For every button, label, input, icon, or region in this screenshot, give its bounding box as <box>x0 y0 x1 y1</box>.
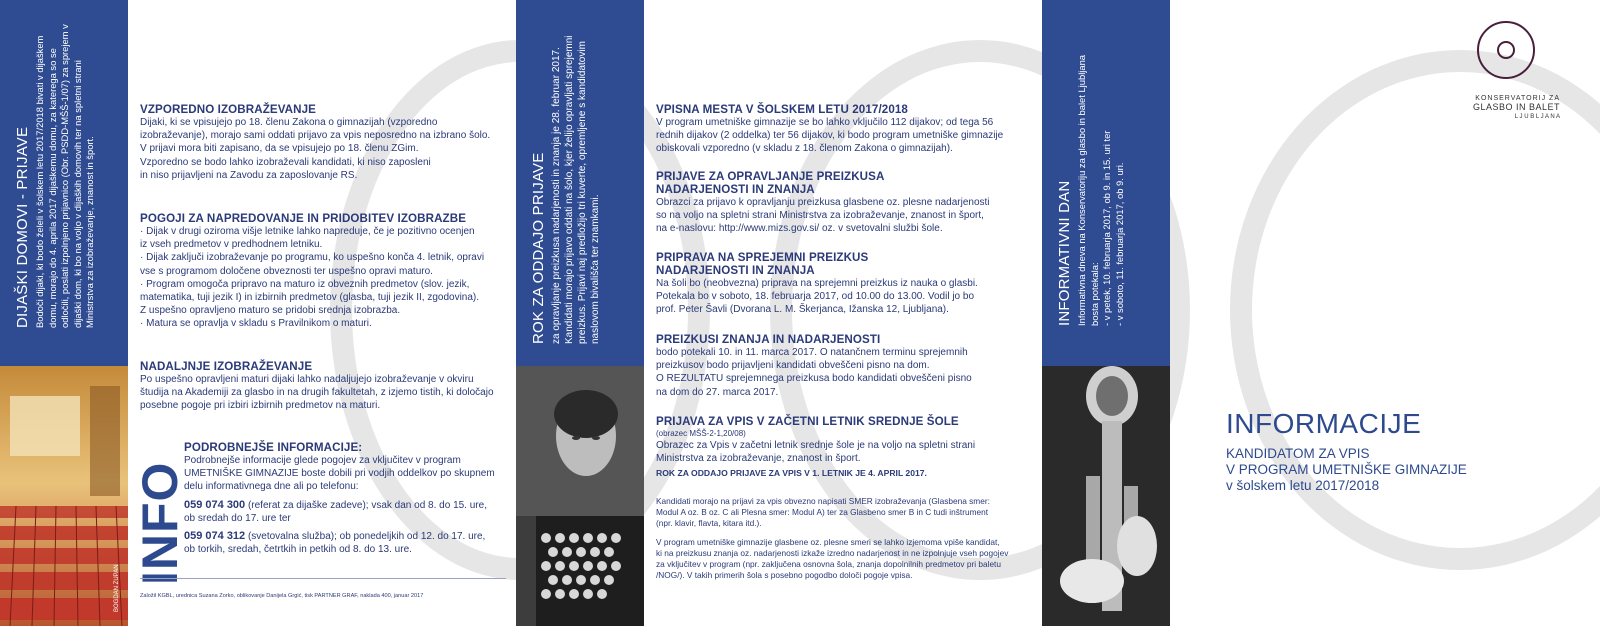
section-priprava <box>656 251 1026 317</box>
section-line: posebne pogoje pri izbiri izbirnih predmetov na maturi. <box>140 400 381 412</box>
conservatory-logo <box>1450 18 1560 120</box>
vertical-text-block <box>0 0 128 366</box>
concert-hall-photo <box>0 366 128 626</box>
section-line: obiskovali vzporedno (v skladu z 18. členom Zakona o gimnazijah). <box>656 143 953 155</box>
accordion-player-photo <box>516 366 644 626</box>
note-line: ki na preizkusu znanja oz. nadarjenosti izkaže izredno nadarjenost in ne izpolnjuje vseh pogojev <box>656 548 1009 558</box>
phone-number: 059 074 312 <box>184 530 246 543</box>
note-line: za vključitev v program (npr. zaključena osnovna šola, znanja dopolnilnih predmetov pri baletu <box>656 559 1001 569</box>
section-line: na e-naslovu: http://www.mizs.gov.si/ oz. v svetovalni službi šole. <box>656 223 943 235</box>
footer-divider <box>140 578 506 579</box>
section-vpisna-mesta <box>656 103 1026 156</box>
section-line: UMETNIŠKE GIMNAZIJE boste dobili pri vodjih oddelkov po skupnem <box>184 468 495 480</box>
section-line: prof. Peter Šavli (Dvorana L. M. Škerjanca, Ižanska 12, Ljubljana). <box>656 304 949 316</box>
section-line: · Program omogoča pripravo na maturo iz obveznih predmetov (slov. jezik, <box>140 278 470 290</box>
section-prijave-preizkus <box>656 170 1026 236</box>
section-line: rednih dijakov (2 oddelka) ter 56 dijakov, ki bodo program umetniške gimnazije <box>656 130 1004 142</box>
panel-line: - v petek, 10. februarja 2017, ob 9. in 15. uri ter <box>1101 130 1113 326</box>
section-line: · Dijak zaključi izobraževanje po programu, ko uspešno konča 4. letnik, opravi <box>140 252 485 264</box>
section-line: Dijaki, ki se vpisujejo po 18. členu Zakona o gimnazijah (vzporedno <box>140 117 438 128</box>
section-title-cont: NADARJENOSTI IN ZNANJA <box>656 183 815 196</box>
section-line: V program umetniške gimnazije se bo lahko vključilo 112 dijakov; od tega 56 <box>656 117 994 128</box>
section-vzporedno <box>140 103 510 182</box>
section-nadaljnje <box>140 360 510 413</box>
section-title: VZPOREDNO IZOBRAŽEVANJE <box>140 103 317 116</box>
section-line: Potekala bo v soboto, 18. februarja 2017, od 10.00 do 13.00. Vodil jo bo <box>656 291 975 303</box>
phone-details: (referat za dijaške zadeve); vsak dan od 8. do 15. ure, <box>245 499 487 511</box>
note-line: Modul A oz. B oz. C ali Plesna smer: Modul A) ter za Glasbeno smer B in C tudi inštrument <box>656 507 989 517</box>
section-line: O REZULTATU sprejemnega preizkusa bodo kandidati obveščeni pisno <box>656 373 972 385</box>
phone-line <box>184 499 514 512</box>
panel-line: Informativna dneva na Konservatoriju za glasbo in balet Ljubljana <box>1076 54 1087 326</box>
section-podrobnejse <box>184 441 514 556</box>
section-line: študija na Akademiji za glasbo in na drugih fakultetah, z izjemo tistih, ki določajo <box>140 387 494 399</box>
section-line: izobraževanje), morajo sami oddati prijavo za vpis neposredno na izbrano šolo. <box>140 130 491 142</box>
cover-subtitle-line: V PROGRAM UMETNIŠKE GIMNAZIJE <box>1226 462 1467 477</box>
panel-body: Bodoči dijaki, ki bodo želeli v šolskem letu 2017/2018 bivati v dijaškem domu, morajo do 4. aprila 2017 dijaškemu domu, za katerega so se odločili, poslati izpolnjeno prijavnico (Obr. PSDD-MŠŠ-1/07) za sprejem v dijaški dom, ki bo na voljo v dijaških domovih ter na spletni strani Ministrstva za izobraževanje, znanost in šport. <box>34 24 96 328</box>
logo-circle-icon <box>1450 18 1560 88</box>
panel-line: bosta potekala: <box>1088 262 1100 326</box>
section-line: V prijavi mora biti zapisano, da se vpisujejo po 18. členu ZGim. <box>140 143 419 155</box>
section-line: Obrazci za prijavo k opravljanju preizkusa glasbene oz. plesne nadarjenosti <box>656 197 990 208</box>
section-prijava-vpis <box>656 415 1026 481</box>
form-reference: (obrazec MŠŠ-2-1,20/08) <box>656 429 746 438</box>
section-pogoji <box>140 212 510 331</box>
section-title: POGOJI ZA NAPREDOVANJE IN PRIDOBITEV IZOBRAZBE <box>140 212 467 225</box>
section-izjema-note <box>656 537 1036 581</box>
section-title: VPISNA MESTA V ŠOLSKEM LETU 2017/2018 <box>656 103 908 116</box>
footer-credits: Založil KGBL, urednica Suzana Zorko, oblikovanje Danijela Grgić, tisk PARTNER GRAF, naklada 400, januar 2017 <box>140 593 424 599</box>
section-title: PRIPRAVA NA SPREJEMNI PREIZKUS <box>656 251 869 264</box>
phone-line <box>184 530 514 543</box>
phone-line-2: ob torkih, sredah, četrtkih in petkih od 8. do 13. ure. <box>184 544 412 556</box>
section-line: Z uspešno opravljeno maturo se pridobi srednja izobrazba. <box>140 305 401 317</box>
section-smer-note <box>656 496 1036 529</box>
phone-line-2: ob sredah do 17. ure ter <box>184 512 291 524</box>
section-line: matematika, tuji jezik I) in izbirnih predmetov (glasba, tuji jezik II, zgodovina). <box>140 292 480 304</box>
logo-line-2: GLASBO IN BALET <box>1472 102 1560 112</box>
panel-heading: INFORMATIVNI DAN <box>1056 180 1073 326</box>
vertical-text-block <box>1042 0 1170 366</box>
phone-details: (svetovalna služba); ob ponedeljkih od 12. do 17. ure, <box>245 531 486 543</box>
deadline-note: ROK ZA ODDAJO PRIJAVE ZA VPIS V 1. LETNIK JE 4. APRIL 2017. <box>656 468 927 479</box>
panel-line: - v soboto, 11. februarja 2017, ob 9. uri. <box>1113 162 1125 326</box>
section-title: PREIZKUSI ZNANJA IN NADARJENOSTI <box>656 333 881 346</box>
section-line: · Matura se opravlja v skladu s Pravilnikom o maturi. <box>140 318 372 330</box>
section-line: Podrobnejše informacije glede pogojev za vključitev v program <box>184 455 461 466</box>
panel-dijaski-domovi <box>0 0 128 626</box>
logo-line-3: L J U B L J A N A <box>1514 114 1560 120</box>
panel-heading: ROK ZA ODDAJO PRIJAVE <box>530 152 547 344</box>
vertical-text-block <box>516 0 644 366</box>
section-line: iz vseh predmetov v predhodnem letniku. <box>140 239 323 251</box>
cover-subtitle-line: v šolskem letu 2017/2018 <box>1226 478 1380 493</box>
section-line: vse s programom določene obveznosti ter uspešno opravi maturo. <box>140 265 433 277</box>
section-title: PRIJAVA ZA VPIS V ZAČETNI LETNIK SREDNJE ŠOLE <box>656 415 959 428</box>
section-title-cont: NADARJENOSTI IN ZNANJA <box>656 264 815 277</box>
section-line: so na voljo na spletni strani Ministrstva za izobraževanje, znanost in šport, <box>656 210 984 222</box>
cover-subtitle <box>1226 446 1467 494</box>
section-line: delu informativnega dne ali po telefonu: <box>184 481 359 493</box>
section-line: preizkusov bodo prijavljeni kandidati obveščeni pisno na dom. <box>656 360 930 372</box>
cover-subtitle-line: KANDIDATOM ZA VPIS <box>1226 446 1370 461</box>
note-line: (npr. klavir, flavta, kitara itd.). <box>656 518 762 528</box>
panel-body: za opravljanje preizkusa nadarjenosti in znanja je 28. februar 2017. Kandidati morajo prijavo oddati na šolo, kjer želijo opravljati sprejemni preizkus. Prijavi naj predložijo tri kuverte, opremljene s kandidatovim naslovom bivališča ter znamkami. <box>551 35 601 344</box>
trumpet-photo <box>1042 366 1170 626</box>
note-line: V program umetniške gimnazije glasbene oz. plesne smeri se lahko izjemoma vpiše kandidat, <box>656 537 1000 547</box>
photo-credit: BOGDAN ZUPAN <box>114 564 120 612</box>
section-line: Na šoli bo (neobvezna) priprava na sprejemni preizkus iz nauka o glasbi. <box>656 278 978 289</box>
panel-rok-prijave <box>516 0 644 626</box>
section-line: in niso prijavljeni na Zavodu za zaposlovanje RS. <box>140 169 358 181</box>
section-preizkusi <box>656 333 1026 399</box>
section-line: · Dijak v drugi oziroma višje letnike lahko napreduje, če je pozitivno ocenjen <box>140 226 475 237</box>
section-title: PRIJAVE ZA OPRAVLJANJE PREIZKUSA <box>656 170 885 183</box>
section-line: Vzporedno se bodo lahko izobraževali kandidati, ki niso zaposleni <box>140 156 431 168</box>
cover-title: INFORMACIJE <box>1226 408 1422 439</box>
note-line: Kandidati morajo na prijavi za vpis obvezno napisati SMER izobraževanja (Glasbena smer: <box>656 496 990 506</box>
panel-informativni-dan <box>1042 0 1170 626</box>
logo-line-1: KONSERVATORIJ ZA <box>1475 95 1560 102</box>
note-line: /NOG/). V takih primerih šola s posebno pogodbo določi pogoje vpisa. <box>656 570 913 580</box>
section-title: PODROBNEJŠE INFORMACIJE: <box>184 441 363 454</box>
section-title: NADALJNJE IZOBRAŽEVANJE <box>140 360 313 373</box>
section-line: Obrazec za Vpis v začetni letnik srednje šole je na voljo na spletni strani <box>656 440 976 451</box>
section-line: na dom do 27. marca 2017. <box>656 386 779 398</box>
section-line: Ministrstva za izobraževanje, znanost in šport. <box>656 453 861 465</box>
panel-heading: DIJAŠKI DOMOVI - PRIJAVE <box>14 126 31 328</box>
phone-number: 059 074 300 <box>184 498 246 511</box>
info-vertical-word: INFO <box>132 461 188 585</box>
section-line: bodo potekali 10. in 11. marca 2017. O natančnem terminu sprejemnih <box>656 347 968 358</box>
section-line: Po uspešno opravljeni maturi dijaki lahko nadaljujejo izobraževanje v okviru <box>140 374 474 385</box>
